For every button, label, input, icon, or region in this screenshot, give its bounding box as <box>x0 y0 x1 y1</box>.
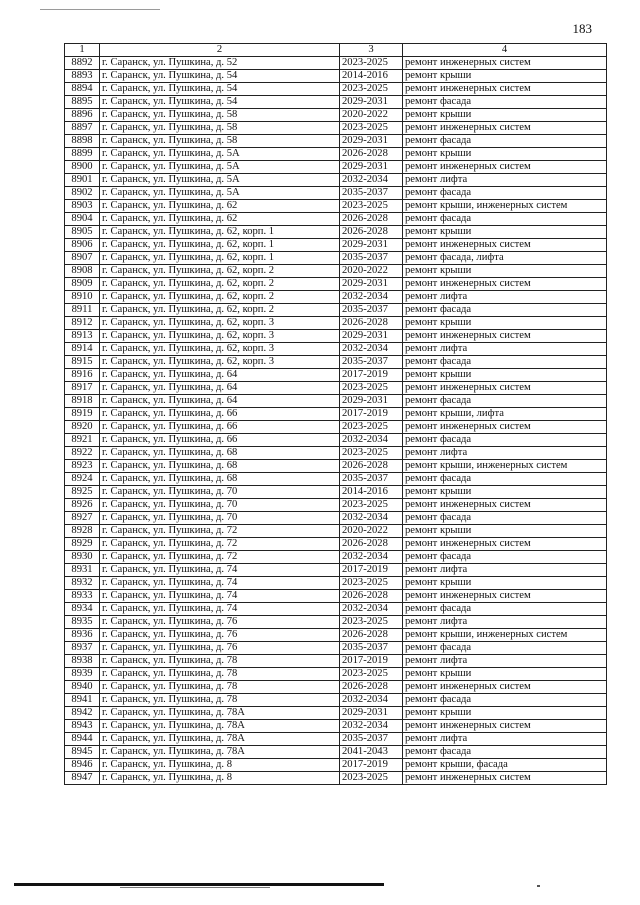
cell-number: 8912 <box>65 317 100 330</box>
cell-number: 8944 <box>65 733 100 746</box>
table-row <box>65 83 607 96</box>
cell-address: г. Саранск, ул. Пушкина, д. 62, корп. 1 <box>100 226 340 239</box>
cell-number: 8918 <box>65 395 100 408</box>
cell-address: г. Саранск, ул. Пушкина, д. 70 <box>100 486 340 499</box>
table-row <box>65 486 607 499</box>
cell-period: 2020-2022 <box>340 265 403 278</box>
cell-address: г. Саранск, ул. Пушкина, д. 74 <box>100 564 340 577</box>
cell-number: 8927 <box>65 512 100 525</box>
cell-period: 2035-2037 <box>340 733 403 746</box>
cell-number: 8907 <box>65 252 100 265</box>
cell-address: г. Саранск, ул. Пушкина, д. 8 <box>100 772 340 785</box>
cell-work-type: ремонт фасада <box>403 551 607 564</box>
table-row <box>65 642 607 655</box>
cell-address: г. Саранск, ул. Пушкина, д. 78А <box>100 733 340 746</box>
table-row <box>65 304 607 317</box>
cell-number: 8899 <box>65 148 100 161</box>
cell-address: г. Саранск, ул. Пушкина, д. 62, корп. 2 <box>100 304 340 317</box>
table-row <box>65 551 607 564</box>
cell-period: 2023-2025 <box>340 772 403 785</box>
cell-address: г. Саранск, ул. Пушкина, д. 74 <box>100 603 340 616</box>
table-row <box>65 382 607 395</box>
cell-period: 2029-2031 <box>340 239 403 252</box>
cell-work-type: ремонт крыши, инженерных систем <box>403 629 607 642</box>
cell-period: 2020-2022 <box>340 109 403 122</box>
cell-period: 2029-2031 <box>340 96 403 109</box>
cell-work-type: ремонт лифта <box>403 733 607 746</box>
cell-work-type: ремонт фасада <box>403 642 607 655</box>
cell-address: г. Саранск, ул. Пушкина, д. 62 <box>100 213 340 226</box>
cell-work-type: ремонт крыши <box>403 369 607 382</box>
column-header-address: 2 <box>100 44 340 57</box>
cell-period: 2023-2025 <box>340 447 403 460</box>
cell-address: г. Саранск, ул. Пушкина, д. 5А <box>100 161 340 174</box>
cell-period: 2023-2025 <box>340 57 403 70</box>
cell-period: 2029-2031 <box>340 395 403 408</box>
cell-address: г. Саранск, ул. Пушкина, д. 58 <box>100 122 340 135</box>
cell-period: 2035-2037 <box>340 252 403 265</box>
cell-work-type: ремонт крыши, фасада <box>403 759 607 772</box>
table-row <box>65 122 607 135</box>
page-number: 183 <box>572 21 592 36</box>
cell-period: 2023-2025 <box>340 499 403 512</box>
cell-period: 2026-2028 <box>340 460 403 473</box>
table-row <box>65 694 607 707</box>
cell-period: 2032-2034 <box>340 551 403 564</box>
cell-period: 2017-2019 <box>340 369 403 382</box>
cell-period: 2023-2025 <box>340 616 403 629</box>
cell-number: 8892 <box>65 57 100 70</box>
cell-address: г. Саранск, ул. Пушкина, д. 62 <box>100 200 340 213</box>
cell-number: 8905 <box>65 226 100 239</box>
cell-period: 2026-2028 <box>340 317 403 330</box>
cell-work-type: ремонт лифта <box>403 616 607 629</box>
cell-address: г. Саранск, ул. Пушкина, д. 62, корп. 3 <box>100 343 340 356</box>
cell-number: 8923 <box>65 460 100 473</box>
cell-number: 8945 <box>65 746 100 759</box>
cell-address: г. Саранск, ул. Пушкина, д. 5А <box>100 174 340 187</box>
table-row <box>65 681 607 694</box>
table-row <box>65 265 607 278</box>
table-row <box>65 577 607 590</box>
table-row <box>65 395 607 408</box>
cell-work-type: ремонт крыши, лифта <box>403 408 607 421</box>
cell-period: 2035-2037 <box>340 304 403 317</box>
table-row <box>65 109 607 122</box>
cell-period: 2023-2025 <box>340 83 403 96</box>
table-row <box>65 512 607 525</box>
cell-period: 2035-2037 <box>340 642 403 655</box>
cell-address: г. Саранск, ул. Пушкина, д. 62, корп. 1 <box>100 252 340 265</box>
cell-period: 2032-2034 <box>340 720 403 733</box>
cell-period: 2032-2034 <box>340 512 403 525</box>
cell-period: 2026-2028 <box>340 226 403 239</box>
cell-work-type: ремонт лифта <box>403 655 607 668</box>
cell-period: 2035-2037 <box>340 473 403 486</box>
cell-address: г. Саранск, ул. Пушкина, д. 58 <box>100 135 340 148</box>
cell-work-type: ремонт крыши <box>403 486 607 499</box>
cell-address: г. Саранск, ул. Пушкина, д. 62, корп. 3 <box>100 356 340 369</box>
cell-number: 8928 <box>65 525 100 538</box>
table-row <box>65 200 607 213</box>
cell-work-type: ремонт крыши <box>403 109 607 122</box>
cell-period: 2023-2025 <box>340 122 403 135</box>
cell-period: 2035-2037 <box>340 187 403 200</box>
cell-number: 8895 <box>65 96 100 109</box>
cell-work-type: ремонт инженерных систем <box>403 720 607 733</box>
cell-number: 8946 <box>65 759 100 772</box>
cell-number: 8917 <box>65 382 100 395</box>
table-row <box>65 226 607 239</box>
cell-address: г. Саранск, ул. Пушкина, д. 76 <box>100 629 340 642</box>
table-header-row <box>65 44 607 57</box>
cell-address: г. Саранск, ул. Пушкина, д. 64 <box>100 395 340 408</box>
cell-number: 8904 <box>65 213 100 226</box>
cell-period: 2023-2025 <box>340 200 403 213</box>
table-row <box>65 213 607 226</box>
cell-number: 8906 <box>65 239 100 252</box>
cell-period: 2032-2034 <box>340 694 403 707</box>
cell-period: 2032-2034 <box>340 291 403 304</box>
table-row <box>65 356 607 369</box>
cell-address: г. Саранск, ул. Пушкина, д. 78А <box>100 707 340 720</box>
cell-period: 2029-2031 <box>340 707 403 720</box>
cell-address: г. Саранск, ул. Пушкина, д. 76 <box>100 616 340 629</box>
cell-work-type: ремонт крыши <box>403 525 607 538</box>
cell-number: 8925 <box>65 486 100 499</box>
cell-work-type: ремонт лифта <box>403 291 607 304</box>
column-header-work-type: 4 <box>403 44 607 57</box>
cell-address: г. Саранск, ул. Пушкина, д. 54 <box>100 70 340 83</box>
table-row <box>65 70 607 83</box>
cell-number: 8902 <box>65 187 100 200</box>
cell-address: г. Саранск, ул. Пушкина, д. 66 <box>100 434 340 447</box>
cell-period: 2026-2028 <box>340 213 403 226</box>
cell-number: 8930 <box>65 551 100 564</box>
cell-work-type: ремонт крыши <box>403 148 607 161</box>
table-row <box>65 733 607 746</box>
cell-work-type: ремонт инженерных систем <box>403 161 607 174</box>
cell-period: 2026-2028 <box>340 629 403 642</box>
cell-address: г. Саранск, ул. Пушкина, д. 72 <box>100 538 340 551</box>
cell-address: г. Саранск, ул. Пушкина, д. 58 <box>100 109 340 122</box>
cell-address: г. Саранск, ул. Пушкина, д. 54 <box>100 96 340 109</box>
cell-work-type: ремонт лифта <box>403 343 607 356</box>
cell-address: г. Саранск, ул. Пушкина, д. 72 <box>100 525 340 538</box>
cell-number: 8903 <box>65 200 100 213</box>
cell-number: 8924 <box>65 473 100 486</box>
cell-period: 2017-2019 <box>340 564 403 577</box>
cell-address: г. Саранск, ул. Пушкина, д. 62, корп. 3 <box>100 317 340 330</box>
cell-number: 8938 <box>65 655 100 668</box>
cell-period: 2035-2037 <box>340 356 403 369</box>
table-row <box>65 187 607 200</box>
cell-address: г. Саранск, ул. Пушкина, д. 74 <box>100 590 340 603</box>
cell-work-type: ремонт инженерных систем <box>403 122 607 135</box>
table-row <box>65 161 607 174</box>
cell-number: 8947 <box>65 772 100 785</box>
table-row <box>65 317 607 330</box>
cell-work-type: ремонт инженерных систем <box>403 538 607 551</box>
cell-number: 8896 <box>65 109 100 122</box>
cell-number: 8920 <box>65 421 100 434</box>
cell-work-type: ремонт крыши <box>403 668 607 681</box>
cell-number: 8898 <box>65 135 100 148</box>
cell-number: 8913 <box>65 330 100 343</box>
cell-number: 8910 <box>65 291 100 304</box>
cell-number: 8929 <box>65 538 100 551</box>
cell-number: 8926 <box>65 499 100 512</box>
cell-work-type: ремонт инженерных систем <box>403 57 607 70</box>
scan-top-line <box>40 9 160 10</box>
cell-work-type: ремонт крыши <box>403 577 607 590</box>
cell-address: г. Саранск, ул. Пушкина, д. 74 <box>100 577 340 590</box>
table-row <box>65 291 607 304</box>
cell-address: г. Саранск, ул. Пушкина, д. 78А <box>100 720 340 733</box>
cell-work-type: ремонт инженерных систем <box>403 421 607 434</box>
cell-address: г. Саранск, ул. Пушкина, д. 62, корп. 2 <box>100 291 340 304</box>
cell-address: г. Саранск, ул. Пушкина, д. 70 <box>100 512 340 525</box>
cell-period: 2032-2034 <box>340 174 403 187</box>
cell-period: 2014-2016 <box>340 70 403 83</box>
table-row <box>65 746 607 759</box>
cell-work-type: ремонт инженерных систем <box>403 83 607 96</box>
cell-number: 8922 <box>65 447 100 460</box>
cell-work-type: ремонт фасада <box>403 603 607 616</box>
cell-address: г. Саранск, ул. Пушкина, д. 52 <box>100 57 340 70</box>
table-row <box>65 564 607 577</box>
table-row <box>65 759 607 772</box>
cell-address: г. Саранск, ул. Пушкина, д. 78А <box>100 746 340 759</box>
table-row <box>65 460 607 473</box>
cell-number: 8937 <box>65 642 100 655</box>
cell-number: 8908 <box>65 265 100 278</box>
cell-number: 8909 <box>65 278 100 291</box>
cell-number: 8933 <box>65 590 100 603</box>
cell-work-type: ремонт крыши, инженерных систем <box>403 200 607 213</box>
table-row <box>65 57 607 70</box>
table-row <box>65 616 607 629</box>
cell-number: 8894 <box>65 83 100 96</box>
cell-work-type: ремонт крыши <box>403 707 607 720</box>
table-row <box>65 278 607 291</box>
cell-work-type: ремонт фасада <box>403 512 607 525</box>
cell-address: г. Саранск, ул. Пушкина, д. 62, корп. 2 <box>100 265 340 278</box>
cell-work-type: ремонт крыши <box>403 317 607 330</box>
table-row <box>65 135 607 148</box>
cell-address: г. Саранск, ул. Пушкина, д. 64 <box>100 369 340 382</box>
cell-work-type: ремонт лифта <box>403 174 607 187</box>
cell-period: 2032-2034 <box>340 603 403 616</box>
cell-work-type: ремонт фасада <box>403 746 607 759</box>
cell-number: 8932 <box>65 577 100 590</box>
cell-period: 2029-2031 <box>340 161 403 174</box>
cell-work-type: ремонт лифта <box>403 564 607 577</box>
table-row <box>65 330 607 343</box>
cell-work-type: ремонт инженерных систем <box>403 499 607 512</box>
cell-period: 2041-2043 <box>340 746 403 759</box>
cell-work-type: ремонт инженерных систем <box>403 772 607 785</box>
cell-address: г. Саранск, ул. Пушкина, д. 68 <box>100 460 340 473</box>
cell-work-type: ремонт фасада <box>403 395 607 408</box>
cell-number: 8911 <box>65 304 100 317</box>
cell-work-type: ремонт инженерных систем <box>403 330 607 343</box>
cell-work-type: ремонт крыши <box>403 265 607 278</box>
cell-work-type: ремонт крыши <box>403 226 607 239</box>
cell-period: 2026-2028 <box>340 148 403 161</box>
table-row <box>65 239 607 252</box>
table-row <box>65 148 607 161</box>
cell-address: г. Саранск, ул. Пушкина, д. 54 <box>100 83 340 96</box>
table-row <box>65 343 607 356</box>
table-row <box>65 525 607 538</box>
cell-address: г. Саранск, ул. Пушкина, д. 72 <box>100 551 340 564</box>
cell-number: 8935 <box>65 616 100 629</box>
cell-number: 8941 <box>65 694 100 707</box>
cell-address: г. Саранск, ул. Пушкина, д. 64 <box>100 382 340 395</box>
table-row <box>65 473 607 486</box>
cell-address: г. Саранск, ул. Пушкина, д. 62, корп. 1 <box>100 239 340 252</box>
cell-address: г. Саранск, ул. Пушкина, д. 76 <box>100 642 340 655</box>
cell-work-type: ремонт крыши <box>403 70 607 83</box>
cell-period: 2020-2022 <box>340 525 403 538</box>
cell-number: 8939 <box>65 668 100 681</box>
cell-address: г. Саранск, ул. Пушкина, д. 78 <box>100 668 340 681</box>
cell-work-type: ремонт инженерных систем <box>403 278 607 291</box>
cell-work-type: ремонт инженерных систем <box>403 590 607 603</box>
cell-address: г. Саранск, ул. Пушкина, д. 8 <box>100 759 340 772</box>
cell-period: 2023-2025 <box>340 668 403 681</box>
cell-period: 2017-2019 <box>340 408 403 421</box>
cell-address: г. Саранск, ул. Пушкина, д. 66 <box>100 408 340 421</box>
cell-period: 2017-2019 <box>340 655 403 668</box>
cell-address: г. Саранск, ул. Пушкина, д. 78 <box>100 655 340 668</box>
cell-period: 2023-2025 <box>340 421 403 434</box>
scan-mark <box>537 885 540 887</box>
cell-address: г. Саранск, ул. Пушкина, д. 68 <box>100 473 340 486</box>
cell-work-type: ремонт крыши, инженерных систем <box>403 460 607 473</box>
cell-number: 8897 <box>65 122 100 135</box>
table-row <box>65 408 607 421</box>
cell-address: г. Саранск, ул. Пушкина, д. 5А <box>100 187 340 200</box>
table-row <box>65 629 607 642</box>
table-row <box>65 174 607 187</box>
cell-address: г. Саранск, ул. Пушкина, д. 68 <box>100 447 340 460</box>
cell-work-type: ремонт фасада <box>403 135 607 148</box>
cell-work-type: ремонт фасада <box>403 473 607 486</box>
cell-period: 2029-2031 <box>340 278 403 291</box>
cell-number: 8942 <box>65 707 100 720</box>
cell-period: 2023-2025 <box>340 577 403 590</box>
cell-number: 8914 <box>65 343 100 356</box>
table-row <box>65 707 607 720</box>
table-row <box>65 434 607 447</box>
cell-work-type: ремонт фасада <box>403 304 607 317</box>
cell-period: 2032-2034 <box>340 434 403 447</box>
cell-work-type: ремонт фасада <box>403 96 607 109</box>
cell-period: 2029-2031 <box>340 330 403 343</box>
cell-work-type: ремонт инженерных систем <box>403 382 607 395</box>
cell-work-type: ремонт лифта <box>403 447 607 460</box>
table-row <box>65 538 607 551</box>
cell-work-type: ремонт фасада <box>403 187 607 200</box>
cell-work-type: ремонт фасада <box>403 356 607 369</box>
table-row <box>65 603 607 616</box>
cell-number: 8934 <box>65 603 100 616</box>
cell-period: 2026-2028 <box>340 681 403 694</box>
table-row <box>65 252 607 265</box>
cell-period: 2017-2019 <box>340 759 403 772</box>
table-row <box>65 590 607 603</box>
table-row <box>65 720 607 733</box>
scan-bottom-bar <box>14 883 384 886</box>
cell-work-type: ремонт инженерных систем <box>403 681 607 694</box>
cell-number: 8943 <box>65 720 100 733</box>
cell-address: г. Саранск, ул. Пушкина, д. 62, корп. 3 <box>100 330 340 343</box>
cell-work-type: ремонт фасада, лифта <box>403 252 607 265</box>
table-row <box>65 421 607 434</box>
cell-work-type: ремонт инженерных систем <box>403 239 607 252</box>
cell-period: 2029-2031 <box>340 135 403 148</box>
cell-number: 8921 <box>65 434 100 447</box>
cell-address: г. Саранск, ул. Пушкина, д. 5А <box>100 148 340 161</box>
cell-work-type: ремонт фасада <box>403 213 607 226</box>
cell-period: 2026-2028 <box>340 590 403 603</box>
repair-schedule-table <box>64 43 607 785</box>
cell-period: 2032-2034 <box>340 343 403 356</box>
table-row <box>65 655 607 668</box>
cell-address: г. Саранск, ул. Пушкина, д. 66 <box>100 421 340 434</box>
cell-number: 8901 <box>65 174 100 187</box>
column-header-period: 3 <box>340 44 403 57</box>
table-row <box>65 96 607 109</box>
table-row <box>65 499 607 512</box>
cell-work-type: ремонт фасада <box>403 694 607 707</box>
cell-number: 8931 <box>65 564 100 577</box>
cell-number: 8916 <box>65 369 100 382</box>
cell-period: 2023-2025 <box>340 382 403 395</box>
scan-bottom-line <box>120 887 270 888</box>
cell-number: 8940 <box>65 681 100 694</box>
cell-number: 8893 <box>65 70 100 83</box>
cell-address: г. Саранск, ул. Пушкина, д. 62, корп. 2 <box>100 278 340 291</box>
table-row <box>65 668 607 681</box>
cell-address: г. Саранск, ул. Пушкина, д. 70 <box>100 499 340 512</box>
cell-address: г. Саранск, ул. Пушкина, д. 78 <box>100 694 340 707</box>
cell-period: 2026-2028 <box>340 538 403 551</box>
table-row <box>65 447 607 460</box>
cell-period: 2014-2016 <box>340 486 403 499</box>
table-row <box>65 369 607 382</box>
cell-number: 8900 <box>65 161 100 174</box>
cell-address: г. Саранск, ул. Пушкина, д. 78 <box>100 681 340 694</box>
cell-work-type: ремонт фасада <box>403 434 607 447</box>
cell-number: 8915 <box>65 356 100 369</box>
table-row <box>65 772 607 785</box>
cell-number: 8919 <box>65 408 100 421</box>
cell-number: 8936 <box>65 629 100 642</box>
column-header-number: 1 <box>65 44 100 57</box>
